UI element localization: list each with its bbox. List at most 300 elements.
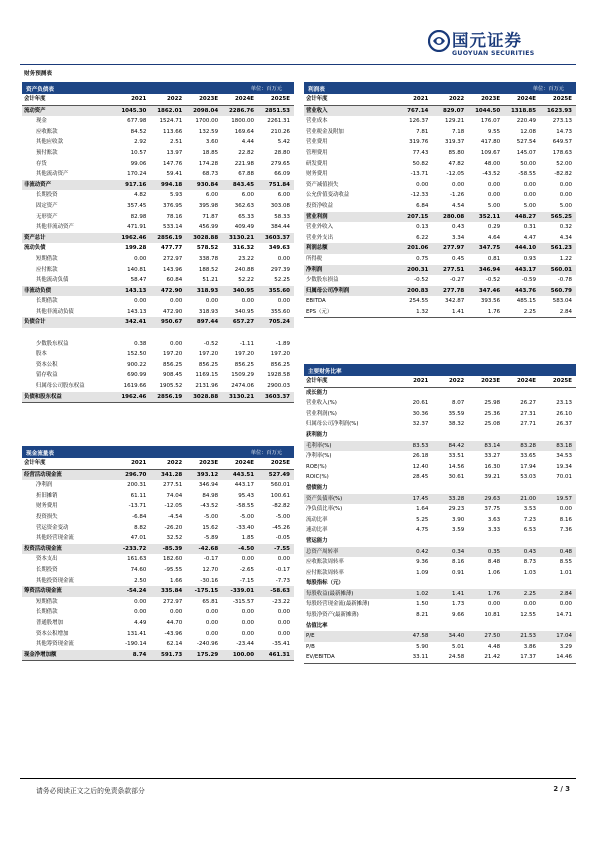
row-value <box>540 387 576 398</box>
row-value: 199.28 <box>125 245 147 252</box>
row-value: 9.66 <box>452 612 465 619</box>
row-value: 74.04 <box>166 492 183 499</box>
row-value: 4.44 <box>241 139 255 146</box>
table-row <box>22 159 294 170</box>
row-value: -4.54 <box>168 513 183 520</box>
row-value: 68.73 <box>202 171 219 178</box>
row-value: 342.41 <box>114 317 150 328</box>
row-value: -45.26 <box>272 524 290 531</box>
row-value: 393.56 <box>480 298 501 305</box>
table-row <box>304 116 576 127</box>
row-value <box>114 328 150 339</box>
row-value: 83.14 <box>468 441 504 452</box>
row-value: 347.75 <box>468 243 504 254</box>
table-row <box>22 523 294 534</box>
row-label: 营业外收入 <box>306 224 333 231</box>
table-row <box>22 169 294 180</box>
row-label: 资产负债率(%) <box>304 494 396 505</box>
row-value: 3.29 <box>559 643 572 650</box>
table-row <box>22 629 294 640</box>
row-value: 0.00 <box>559 181 572 188</box>
column-header-year: 2024E <box>504 94 540 105</box>
row-value: 3.63 <box>487 516 501 523</box>
row-value: 5.00 <box>559 202 572 209</box>
row-value: 169.64 <box>234 128 255 135</box>
row-value: 395.98 <box>198 202 219 209</box>
row-value: 33.28 <box>432 494 468 505</box>
table-row <box>22 296 294 307</box>
row-value: 17.94 <box>520 463 537 470</box>
table-row <box>304 387 576 398</box>
row-value: 565.25 <box>540 212 576 223</box>
row-value: 0.91 <box>452 569 465 576</box>
row-value: 23.22 <box>238 255 255 262</box>
row-value: 26.27 <box>520 400 537 407</box>
table-row <box>22 469 294 480</box>
row-value: 7.36 <box>559 527 572 534</box>
row-value: 357.45 <box>127 202 147 209</box>
row-value: -58.55 <box>236 503 255 510</box>
row-label: 现金净增加额 <box>22 650 114 661</box>
row-value: 23.13 <box>556 400 572 407</box>
row-value: 0.00 <box>205 609 219 616</box>
table-row <box>304 180 576 191</box>
row-value: 2856.19 <box>150 233 186 244</box>
row-value: 61.11 <box>130 492 147 499</box>
row-value: 341.28 <box>150 469 186 480</box>
row-value: -1.89 <box>275 340 290 347</box>
table-row <box>304 419 576 430</box>
row-value: 12.40 <box>412 463 429 470</box>
row-value: 690.99 <box>127 372 147 379</box>
row-value: 0.00 <box>170 298 183 305</box>
row-value: 25.08 <box>484 421 501 428</box>
row-value: 384.44 <box>270 224 290 231</box>
row-value: 7.23 <box>523 516 537 523</box>
row-label: 利润总额 <box>304 243 396 254</box>
row-value: 16.30 <box>484 463 501 470</box>
row-value: 0.00 <box>134 609 147 616</box>
row-label: 流动负债 <box>24 245 46 252</box>
row-value: 100.00 <box>222 650 258 661</box>
row-value: 145.07 <box>516 149 537 156</box>
balance-column-header <box>22 94 294 105</box>
row-value: 0.00 <box>277 556 290 563</box>
row-value: 33.65 <box>520 453 537 460</box>
row-value: -12.05 <box>446 171 465 178</box>
table-row <box>22 222 294 233</box>
row-value: 240.88 <box>234 266 255 273</box>
row-value: 14.73 <box>556 128 572 135</box>
row-value: 3028.88 <box>186 392 222 403</box>
row-value: 279.65 <box>270 160 290 167</box>
row-value: 443.17 <box>504 265 540 276</box>
row-label: 经营活动现金流 <box>22 469 114 480</box>
row-value: 13.97 <box>166 149 183 156</box>
row-value <box>222 328 258 339</box>
row-value: 1623.93 <box>540 105 576 116</box>
row-value: 3.86 <box>523 643 537 650</box>
row-label: 负债合计 <box>22 317 114 328</box>
row-value: 140.81 <box>127 266 147 273</box>
table-row <box>22 105 294 116</box>
table-row <box>304 307 576 318</box>
row-value: 50.82 <box>412 160 429 167</box>
row-value: -0.17 <box>275 566 290 573</box>
row-label: 净利率(%) <box>306 453 332 460</box>
table-row <box>22 212 294 223</box>
income-statement-title: 利润表 <box>308 86 325 93</box>
row-value: -33.40 <box>236 524 255 531</box>
row-label: 其他筹资现金流 <box>36 641 74 648</box>
row-value: -42.68 <box>186 544 222 555</box>
row-value: 3.90 <box>452 516 465 523</box>
row-label: 营业收入 <box>304 105 396 116</box>
row-value: 340.95 <box>222 286 258 297</box>
table-row <box>22 381 294 392</box>
row-value: 0.00 <box>559 192 572 199</box>
row-value: 2856.19 <box>150 392 186 403</box>
row-value: 17.37 <box>504 652 540 663</box>
row-value <box>432 621 468 632</box>
table-row <box>304 568 576 579</box>
row-value: -5.00 <box>239 513 255 520</box>
financial-ratios-panel <box>304 364 576 664</box>
row-label <box>22 328 114 339</box>
row-value: 1.22 <box>559 255 572 262</box>
brand-name-en: GUOYUAN SECURITIES <box>452 50 535 57</box>
column-header-year: 2023E <box>468 94 504 105</box>
row-value: 21.53 <box>504 631 540 642</box>
balance-sheet-panel <box>22 82 294 403</box>
row-value: 200.31 <box>127 482 147 489</box>
table-row <box>304 190 576 201</box>
row-value: 1.09 <box>416 569 429 576</box>
row-value: 393.12 <box>186 469 222 480</box>
cash-flow-table <box>22 458 294 661</box>
row-value: 22.82 <box>238 149 255 156</box>
row-value: 303.08 <box>270 202 290 209</box>
row-value: -0.52 <box>485 277 501 284</box>
row-value: 1800.00 <box>231 118 255 125</box>
row-value: 477.77 <box>161 245 183 252</box>
row-value: 316.32 <box>232 245 255 252</box>
row-value: 20.61 <box>412 400 429 407</box>
row-value: 175.29 <box>186 650 222 661</box>
row-value: 67.88 <box>238 171 255 178</box>
table-row <box>22 607 294 618</box>
row-value: 0.42 <box>396 547 432 558</box>
row-value: 0.00 <box>559 506 572 513</box>
row-label: 非流动负债 <box>22 286 114 297</box>
row-value: 8.74 <box>114 650 150 661</box>
row-value: 14.56 <box>448 463 465 470</box>
financial-ratios-title: 主要财务比率 <box>308 368 342 375</box>
row-value: 26.37 <box>556 421 572 428</box>
column-header-year: 2025E <box>258 94 294 105</box>
row-label: 普通股增加 <box>36 619 63 626</box>
row-value: 355.60 <box>258 286 294 297</box>
row-value: 1.85 <box>241 535 255 542</box>
column-header-year: 2022 <box>150 458 186 469</box>
row-value: 174.28 <box>198 160 219 167</box>
ratios-column-header <box>304 376 576 387</box>
row-value: 19.34 <box>556 463 572 470</box>
row-label: 营业外支出 <box>306 234 333 241</box>
income-statement-panel <box>304 82 576 318</box>
row-value: 417.80 <box>480 139 501 146</box>
row-value <box>504 578 540 589</box>
row-label: 流动比率 <box>306 516 328 523</box>
table-row <box>304 547 576 558</box>
row-value: 143.13 <box>127 308 147 315</box>
row-value: 346.94 <box>198 482 219 489</box>
row-value: 50.00 <box>520 160 537 167</box>
row-value: -339.01 <box>222 586 258 597</box>
row-label: 其他流动负债 <box>36 277 69 284</box>
row-value: -5.89 <box>203 535 219 542</box>
row-value: 12.08 <box>520 128 537 135</box>
table-row <box>22 137 294 148</box>
row-value: 0.00 <box>241 619 255 626</box>
row-value: -0.17 <box>203 556 219 563</box>
row-value: 26.18 <box>412 453 429 460</box>
table-row <box>22 480 294 491</box>
section-title: 财务预测表 <box>24 71 52 77</box>
row-label: 资产总计 <box>22 233 114 244</box>
row-label: 负债和股东权益 <box>22 392 114 403</box>
row-value: 58.33 <box>274 213 290 220</box>
row-value: 2.25 <box>504 589 540 600</box>
row-value <box>504 387 540 398</box>
row-value: 4.48 <box>487 643 501 650</box>
row-value: 471.91 <box>127 224 147 231</box>
row-label: 资本支出 <box>36 556 58 563</box>
row-label: 股本 <box>36 351 47 358</box>
table-row <box>304 494 576 505</box>
row-label: 短期借款 <box>36 255 58 262</box>
row-label: 总资产周转率 <box>304 547 396 558</box>
row-label: 管理费用 <box>306 149 328 156</box>
row-value: 19.57 <box>540 494 576 505</box>
row-label: 存货 <box>36 160 47 167</box>
table-row <box>304 578 576 589</box>
row-value: 47.58 <box>396 631 432 642</box>
table-row <box>22 512 294 523</box>
table-row <box>22 392 294 403</box>
row-value: -0.52 <box>203 340 219 347</box>
table-row <box>22 586 294 597</box>
row-value: 0.00 <box>523 601 537 608</box>
row-value: 2131.96 <box>195 383 219 390</box>
row-value: 0.00 <box>205 630 219 637</box>
column-header-year: 2022 <box>150 94 186 105</box>
row-label: 预付账款 <box>36 149 58 156</box>
row-value: 0.00 <box>277 630 290 637</box>
table-row <box>22 339 294 350</box>
row-value: 362.63 <box>234 202 255 209</box>
row-label: 短期借款 <box>36 598 58 605</box>
income-statement-unit: 单位：百万元 <box>532 85 564 92</box>
row-value: 2.25 <box>504 307 540 318</box>
table-row <box>304 631 576 642</box>
column-header-year: 2021 <box>114 94 150 105</box>
row-value: -0.05 <box>275 535 290 542</box>
row-label: 资本公积增加 <box>36 630 69 637</box>
row-label: 折旧摊销 <box>36 492 58 499</box>
row-value <box>468 387 504 398</box>
row-value: 277.51 <box>163 482 183 489</box>
row-value: 6.84 <box>416 202 429 209</box>
column-header-year: 2022 <box>432 94 468 105</box>
row-value: 1045.30 <box>114 105 150 116</box>
table-row <box>304 483 576 494</box>
row-label: 净利润 <box>304 265 396 276</box>
column-header-year: 2024E <box>222 458 258 469</box>
row-value: 443.76 <box>504 286 540 297</box>
row-value: 152.50 <box>127 351 147 358</box>
row-value: 1.64 <box>416 506 429 513</box>
row-value: 48.00 <box>484 160 501 167</box>
row-value: 200.83 <box>396 286 432 297</box>
row-value: 355.60 <box>270 308 290 315</box>
row-value: 84.98 <box>202 492 219 499</box>
row-label: 少数股东损益 <box>306 277 339 284</box>
row-value <box>540 578 576 589</box>
income-statement-header <box>304 82 576 94</box>
row-label: 每股净资产(最新摊薄) <box>306 612 359 619</box>
row-value: 272.97 <box>163 255 183 262</box>
row-label: 留存收益 <box>36 372 58 379</box>
row-value: 3.60 <box>205 139 219 146</box>
cash-flow-title: 现金流量表 <box>26 450 54 457</box>
row-label: 财务费用 <box>306 171 328 178</box>
row-value: 1.01 <box>559 569 572 576</box>
row-label: 财务费用 <box>36 503 58 510</box>
row-value: 74.60 <box>130 566 147 573</box>
row-value: 0.32 <box>559 224 572 231</box>
row-value: 1619.66 <box>123 383 147 390</box>
row-value: 25.36 <box>484 410 501 417</box>
row-value: 95.43 <box>238 492 255 499</box>
table-row <box>22 639 294 650</box>
table-row <box>304 621 576 632</box>
row-value: 2.84 <box>540 589 576 600</box>
row-label: 筹资活动现金流 <box>22 586 114 597</box>
balance-sheet-header <box>22 82 294 94</box>
row-value: 33.27 <box>484 453 501 460</box>
row-value: 349.63 <box>268 245 290 252</box>
row-value: 4.82 <box>134 192 147 199</box>
row-value: -7.55 <box>258 544 294 555</box>
row-value: 1.66 <box>170 577 183 584</box>
balance-sheet-title: 资产负债表 <box>26 86 54 93</box>
row-value: 277.78 <box>432 286 468 297</box>
row-value: 297.39 <box>270 266 290 273</box>
table-row <box>304 286 576 297</box>
footer-rule <box>20 778 576 779</box>
row-value: 38.32 <box>448 421 465 428</box>
row-value: -0.27 <box>450 277 465 284</box>
row-value: -30.16 <box>200 577 219 584</box>
row-value: 0.35 <box>468 547 504 558</box>
table-row <box>304 599 576 610</box>
row-label: 应收账款 <box>36 128 58 135</box>
row-label: 其他经营现金流 <box>36 535 74 542</box>
row-value: 33.11 <box>396 652 432 663</box>
row-value: 14.71 <box>556 612 572 619</box>
row-value: 4.75 <box>416 527 429 534</box>
row-value: 0.93 <box>523 255 537 262</box>
table-row <box>22 650 294 661</box>
table-row <box>22 618 294 629</box>
row-value: 583.04 <box>552 298 572 305</box>
column-header-year: 2023E <box>186 458 222 469</box>
row-value: -315.57 <box>232 598 255 605</box>
row-value: 197.20 <box>234 351 255 358</box>
row-value <box>540 536 576 547</box>
table-row <box>304 451 576 462</box>
row-label: 营业利润 <box>304 212 396 223</box>
row-value: 5.25 <box>416 516 429 523</box>
table-row <box>304 137 576 148</box>
row-value: -7.15 <box>239 577 255 584</box>
row-value: 9.55 <box>487 128 501 135</box>
row-value: 188.52 <box>198 266 219 273</box>
financial-ratios-table <box>304 376 576 664</box>
row-value: 129.21 <box>445 118 465 125</box>
row-value: 2.84 <box>540 307 576 318</box>
row-value: 8.16 <box>559 516 572 523</box>
row-value: 8.48 <box>487 559 501 566</box>
row-value: 176.07 <box>480 118 501 125</box>
row-value: 221.98 <box>234 160 255 167</box>
row-value: 47.82 <box>448 160 465 167</box>
row-value: -6.84 <box>132 513 147 520</box>
row-value: 182.60 <box>163 556 183 563</box>
table-row <box>304 610 576 621</box>
row-value <box>258 328 294 339</box>
row-value <box>396 578 432 589</box>
row-value: 8.21 <box>416 612 429 619</box>
row-value: -54.24 <box>114 586 150 597</box>
row-value: 201.06 <box>396 243 432 254</box>
row-value: 0.00 <box>416 181 429 188</box>
column-header-year: 2021 <box>114 458 150 469</box>
column-header-label: 会计年度 <box>22 94 114 105</box>
row-value: 1044.50 <box>468 105 504 116</box>
row-value: 1928.58 <box>267 372 290 379</box>
row-value: 2474.06 <box>231 383 255 390</box>
row-value: 65.33 <box>238 213 255 220</box>
row-value: -7.73 <box>275 577 290 584</box>
table-row <box>304 525 576 536</box>
table-row <box>304 642 576 653</box>
row-value: 280.08 <box>432 212 468 223</box>
row-value: 2286.76 <box>222 105 258 116</box>
row-value: 34.53 <box>556 453 572 460</box>
row-value: 448.27 <box>504 212 540 223</box>
table-row <box>304 515 576 526</box>
table-row <box>304 504 576 515</box>
row-value: 1.76 <box>468 307 504 318</box>
row-value: 58.47 <box>130 277 147 284</box>
row-value: 5.93 <box>170 192 183 199</box>
row-label: 投资损失 <box>36 513 58 520</box>
row-value: 0.00 <box>241 609 255 616</box>
row-value: 277.51 <box>432 265 468 276</box>
row-value: 560.01 <box>270 482 290 489</box>
